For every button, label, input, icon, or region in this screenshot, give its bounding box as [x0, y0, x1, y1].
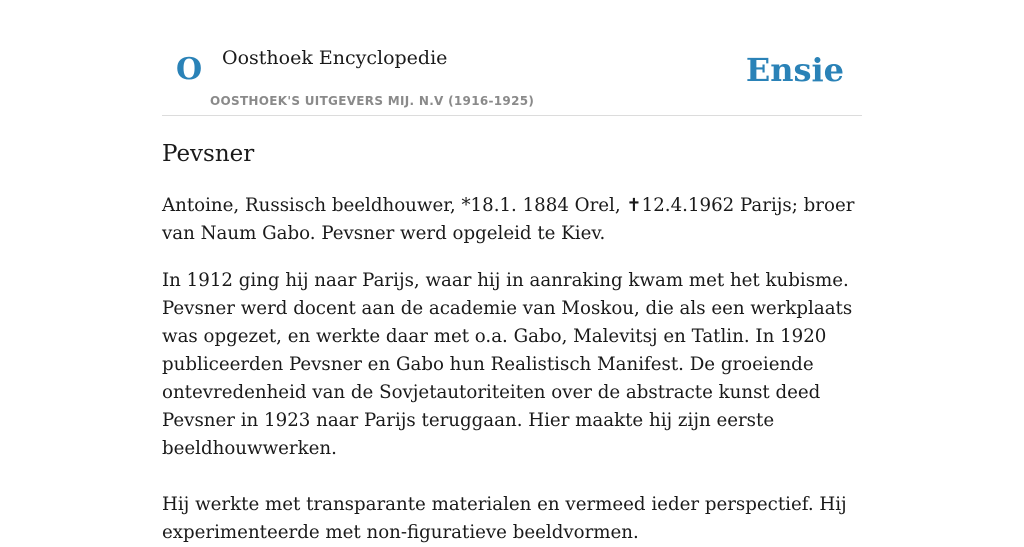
entry-paragraph: Antoine, Russisch beeldhouwer, *18.1. 1884 Orel, ✝12.4.1962 Parijs; broer van Naum Gabo. Pevsner werd opgeleid te Kiev. — [162, 195, 855, 244]
entry-title: Pevsner — [162, 141, 255, 167]
ensie-logo-link[interactable]: Ensie — [745, 51, 844, 89]
page-container — [162, 0, 862, 543]
entry-paragraph: Hij werkte met transparante materialen en vermeed ieder perspectief. Hij experimenteerde met non-figuratieve beeldvormen. — [162, 494, 847, 543]
publisher-label: OOSTHOEK'S UITGEVERS MIJ. N.V (1916-1925) — [210, 94, 535, 108]
entry-content — [162, 192, 862, 547]
book-logo[interactable]: O — [176, 52, 203, 87]
book-title-link[interactable]: Oosthoek Encyclopedie — [222, 47, 448, 69]
header — [162, 0, 862, 116]
entry-paragraph: In 1912 ging hij naar Parijs, waar hij in aanraking kwam met het kubisme. Pevsner werd docent aan de academie van Moskou, die als een werkplaats was opgezet, en werkte daar met o.a. Gabo, Malevitsj en Tatlin. In 1920 publiceerden Pevsner en Gabo hun Realistisch Manifest. De groeiende ontevredenheid van de Sovjetautoriteiten over de abstracte kunst deed Pevsner in 1923 naar Parijs teruggaan. Hier maakte hij zijn eerste beeldhouwwerken. — [162, 270, 853, 459]
